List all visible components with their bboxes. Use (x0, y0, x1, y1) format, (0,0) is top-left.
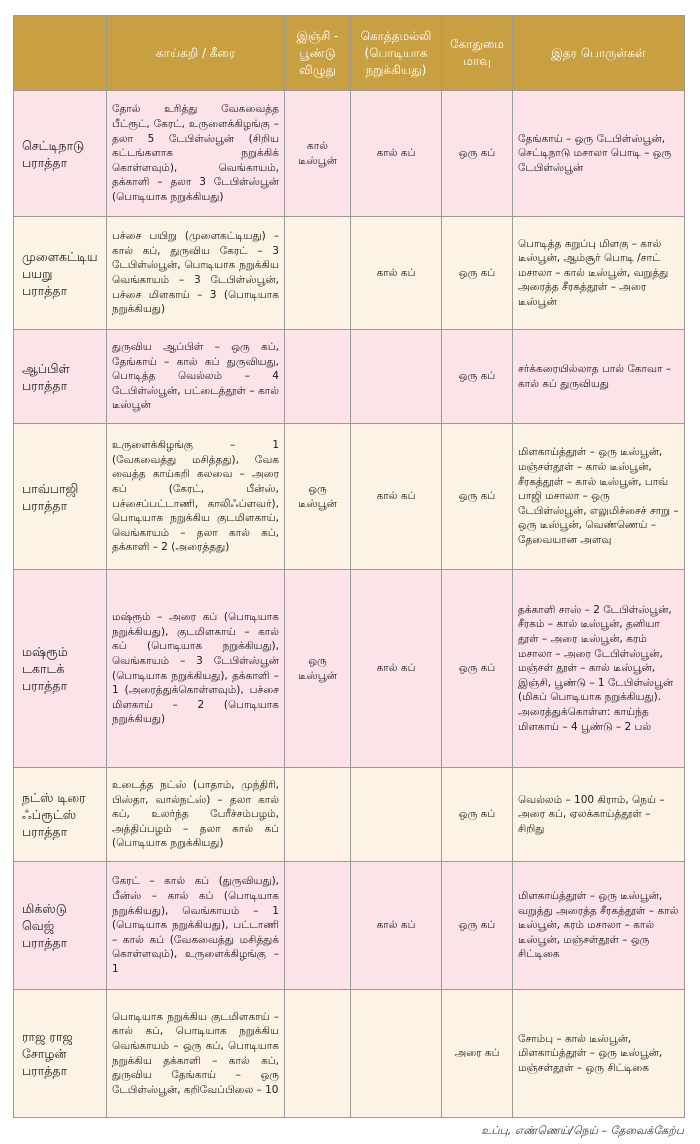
row-ginger-garlic (285, 990, 351, 1118)
table-row (14, 990, 685, 1118)
row-wheat-flour: ஒரு கப் (442, 217, 513, 330)
row-wheat-flour: ஒரு கப் (442, 330, 513, 424)
row-vegetables: பச்சை பயிறு (முளைகட்டியது) – கால் கப், துருவிய கேரட் – 3 டேபிள்ஸ்பூன், பொடியாக நறுக்கிய வெங்காயம் – 3 டேபிள்ஸ்பூன், பச்சை மிளகாய் – 3 (பொடியாக நறுக்கியது) (107, 217, 285, 330)
row-ginger-garlic: கால் டீஸ்பூன் (285, 91, 351, 217)
table-row (14, 424, 685, 570)
footnote: உப்பு, எண்ணெய்/நெய் – தேவைக்கேற்ப (481, 1124, 684, 1137)
row-other: வெல்லம் – 100 கிராம், நெய் – அரை கப், ஏலக்காய்த்தூள் – சிறிது (513, 768, 685, 862)
row-name: ராஜ ராஜ சோழன் பராத்தா (14, 990, 107, 1118)
row-coriander (351, 330, 442, 424)
table-row (14, 91, 685, 217)
row-ginger-garlic: ஒரு டீஸ்பூன் (285, 424, 351, 570)
table-row (14, 570, 685, 768)
row-ginger-garlic (285, 862, 351, 990)
row-coriander (351, 990, 442, 1118)
row-ginger-garlic: ஒரு டீஸ்பூன் (285, 570, 351, 768)
row-coriander: கால் கப் (351, 862, 442, 990)
header-wheat-flour: கோதுமை மாவு (442, 16, 513, 91)
recipe-table (13, 15, 685, 1118)
table-row (14, 330, 685, 424)
row-other: தக்காளி சாஸ் – 2 டேபிள்ஸ்பூன், சீரகம் – கால் டீஸ்பூன், தனியா தூள் – அரை டீஸ்பூன், கரம் மசாலா – அரை டேபிள்ஸ்பூன், மஞ்சள் தூள் – கால் டீஸ்பூன், இஞ்சி, பூண்டு – 1 டேபிள்ஸ்பூன் (மிகப் பொடியாக நறுக்கியது). அரைத்துக்கொள்ள: காய்ந்த மிளகாய் – 4 பூண்டு – 2 பல் (513, 570, 685, 768)
row-wheat-flour: ஒரு கப் (442, 424, 513, 570)
header-vegetables: காய்கறி / கீரை (107, 16, 285, 91)
table-row (14, 217, 685, 330)
row-other: சோம்பு – கால் டீஸ்பூன், மிளகாய்த்தூள் – ஒரு டீஸ்பூன், மஞ்சள்தூள் – ஒரு சிட்டிகை (513, 990, 685, 1118)
row-coriander (351, 768, 442, 862)
row-ginger-garlic (285, 330, 351, 424)
row-other: தேங்காய் – ஒரு டேபிள்ஸ்பூன், செட்டிநாடு மசாலா பொடி – ஒரு டேபிள்ஸ்பூன் (513, 91, 685, 217)
header-row (14, 16, 685, 91)
row-name: மிக்ஸ்டு வெஜ் பராத்தா (14, 862, 107, 990)
row-coriander: கால் கப் (351, 424, 442, 570)
row-other: பொடித்த கறுப்பு மிளகு – கால் டீஸ்பூன், ஆம்சூர் பொடி /சாட் மசாலா – கால் டீஸ்பூன், வறுத்து அரைத்த சீரகத்தூள் – அரை டீஸ்பூன் (513, 217, 685, 330)
row-ginger-garlic (285, 217, 351, 330)
table-row (14, 862, 685, 990)
row-coriander: கால் கப் (351, 570, 442, 768)
row-vegetables: துருவிய ஆப்பிள் – ஒரு கப், தேங்காய் – கால் கப் துருவியது, பொடித்த வெல்லம் – 4 டேபிள்ஸ்பூன், பட்டைத்தூள் – கால் டீஸ்பூன் (107, 330, 285, 424)
row-other: மிளகாய்த்தூள் – ஒரு டீஸ்பூன், வறுத்து அரைத்த சீரகத்தூள் – கால் டீஸ்பூன், கரம் மசாலா – கால் டீஸ்பூன், மஞ்சள்தூள் – ஒரு சிட்டிகை (513, 862, 685, 990)
row-wheat-flour: ஒரு கப் (442, 91, 513, 217)
row-vegetables: தோல் உரித்து வேகவைத்த பீட்ரூட், கேரட், உருளைக்கிழங்கு – தலா 5 டேபிள்ஸ்பூன் (சிறிய கட்டங்களாக நறுக்கிக் கொள்ளவும்), வெங்காயம், தக்காளி – தலா 3 டேபிள்ஸ்பூன் (பொடியாக நறுக்கியது) (107, 91, 285, 217)
row-wheat-flour: ஒரு கப் (442, 862, 513, 990)
row-name: பாவ்பாஜி பராத்தா (14, 424, 107, 570)
row-vegetables: உருளைக்கிழங்கு – 1 (வேகவைத்து மசித்தது), வேக வைத்த காய்கறி கலவை – அரை கப் (கேரட், பீன்ஸ், பச்சைப்பட்டாணி, காலிஃப்ளவர்), பொடியாக நறுக்கிய குடமிளகாய், வெங்காயம் – தலா கால் கப், தக்காளி – 2 (அரைத்தது) (107, 424, 285, 570)
row-other: சர்க்கரையில்லாத பால் கோவா – கால் கப் துருவியது (513, 330, 685, 424)
header-coriander: கொத்தமல்லி (பொடியாக நறுக்கியது) (351, 16, 442, 91)
row-vegetables: பொடியாக நறுக்கிய குடமிளகாய் – கால் கப், பொடியாக நறுக்கிய வெங்காயம் – ஒரு கப், பொடியாக நறுக்கிய தக்காளி – கால் கப், துருவிய தேங்காய் – ஒரு டேபிள்ஸ்பூன், கறிவேப்பிலை – 10 (107, 990, 285, 1118)
row-vegetables: மஷ்ரூம் – அரை கப் (பொடியாக நறுக்கியது), குடமிளகாய் – கால் கப் (பொடியாக நறுக்கியது), வெங்காயம் – 3 டேபிள்ஸ்பூன் (பொடியாக நறுக்கியது), தக்காளி – 1 (அரைத்துக்கொள்ளவும்), பச்சை மிளகாய் – 2 (பொடியாக நறுக்கியது) (107, 570, 285, 768)
row-wheat-flour: ஒரு கப் (442, 570, 513, 768)
row-name: செட்டிநாடு பராத்தா (14, 91, 107, 217)
row-name: மஷ்ரூம் டகாடக் பராத்தா (14, 570, 107, 768)
row-name: நட்ஸ் டிரை ஃப்ரூட்ஸ் பராத்தா (14, 768, 107, 862)
row-vegetables: உடைத்த நட்ஸ் (பாதாம், முந்திரி, பிஸ்தா, வால்நட்ஸ்) – தலா கால் கப், உலர்ந்த பேரீச்சம்பழம், அத்திப்பழம் – தலா கால் கப் (பொடியாக நறுக்கியது) (107, 768, 285, 862)
row-wheat-flour: ஒரு கப் (442, 768, 513, 862)
header-ginger-garlic: இஞ்சி - பூண்டு விழுது (285, 16, 351, 91)
row-other: மிளகாய்த்தூள் – ஒரு டீஸ்பூன், மஞ்சள்தூள் – கால் டீஸ்பூன், சீரகத்தூள் – கால் டீஸ்பூன், பாவ் பாஜி மசாலா – ஒரு டேபிள்ஸ்பூன், எலுமிச்சைச் சாறு – ஒரு டீஸ்பூன், வெண்ணெய் – தேவையான அளவு (513, 424, 685, 570)
header-other: இதர பொருள்கள் (513, 16, 685, 91)
row-ginger-garlic (285, 768, 351, 862)
row-coriander: கால் கப் (351, 217, 442, 330)
row-name: ஆப்பிள் பராத்தா (14, 330, 107, 424)
row-coriander: கால் கப் (351, 91, 442, 217)
header-name (14, 16, 107, 91)
table-row (14, 768, 685, 862)
row-vegetables: கேரட் – கால் கப் (துருவியது), பீன்ஸ் – கால் கப் (பொடியாக நறுக்கியது), வெங்காயம் – 1 (பொடியாக நறுக்கியது), பட்டாணி – கால் கப் (வேகவைத்து மசித்துக் கொள்ளவும்), உருளைக்கிழங்கு – 1 (107, 862, 285, 990)
row-name: முளைகட்டிய பயறு பராத்தா (14, 217, 107, 330)
row-wheat-flour: அரை கப் (442, 990, 513, 1118)
